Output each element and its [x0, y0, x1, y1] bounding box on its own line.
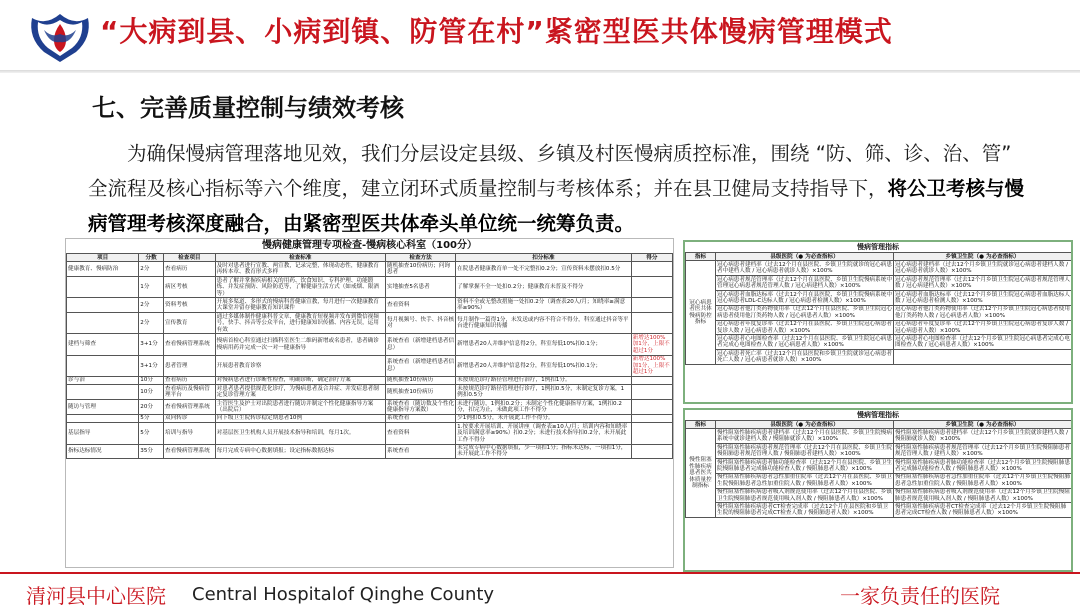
table-cell: 5分: [139, 414, 164, 422]
table-header-cell: 指标: [686, 421, 716, 429]
table-row: [686, 276, 1072, 291]
table-cell: 未按规范诊疗路径管理进行治疗，1例扣1分。: [456, 376, 632, 384]
table-cell: 慢性阻塞性肺疾病患者CT检查完成率（过去12个月在县医院和乡镇卫生院的慢阻肺患者完成CT检查人数 / 慢阻肺患者人数）×100%: [716, 503, 894, 518]
indicator-row-label: 慢性阻塞性肺疾病患者医共体质量控制指标: [686, 429, 716, 518]
hospital-logo-icon: [24, 8, 96, 64]
table-cell: 向下级卫生院转诊稳定期患者10例: [215, 414, 385, 422]
table-cell: 新增达100%加1分，上限不超过1分: [631, 355, 672, 376]
table-cell: 患者管理: [164, 355, 216, 376]
table-row: [686, 261, 1072, 276]
table-cell: 慢性阻塞性肺疾病患者规范管理率（过去12个月在县医院、乡镇卫生院慢阻肺患者规范管理人数 / 慢阻肺患者建档人数）×100%: [717, 444, 892, 458]
table-cell: 资料不全或无整改措施一处扣0.2分（调查表20人/月；知晓率≥满意率≥90%）: [456, 298, 632, 313]
table-cell: [631, 376, 672, 384]
table-cell: 了解掌握不全一处扣0.2分；健康教育未普及不得分: [456, 277, 632, 298]
indicator-table-copd: [683, 408, 1073, 572]
assessment-table: [66, 253, 673, 459]
table-cell: 患者了解并掌握疾病相关的用药、饮食知识、专科护理、功能锻炼、并发症预防、风险防范等，了解健康生活方式（如戒烟、限酒等）: [215, 277, 385, 298]
table-cell: [67, 385, 139, 400]
table-cell: 3+1分: [139, 334, 164, 355]
indicator-row-label: 冠心病患者医共体慢病防控指标: [686, 261, 716, 365]
paragraph-emphasis: 将公卫考核与慢病管理考核深度融合，由紧密型医共体牵头单位统一统筹负责。: [88, 177, 1025, 235]
table-cell: 未完成专病中心数据填报，少一项扣1分；指标未达标，一项扣1分，未开展此工作不得分: [456, 444, 632, 459]
table-cell: 系统查看: [385, 414, 455, 422]
table-cell: 慢性阻塞性肺疾病患者规范管理率（过去12个月乡镇卫生院慢阻肺患者规范管理人数 / 建档人数）×100%: [895, 444, 1070, 458]
table-cell: 对患者患者提供规范化诊疗，为慢病患者及合并症、并发症患者制定复诊管理方案: [215, 385, 385, 400]
table-row: [686, 503, 1072, 518]
table-cell: 3+1分: [139, 355, 164, 376]
table-cell: [631, 423, 672, 444]
table-cell: [67, 313, 139, 334]
footer-hospital-cn: 清河县中心医院: [26, 584, 166, 608]
table-cell: 每月制作一篇得1分，未发送或内容不符合不得分，科室通过抖音等平台进行健康知识传播: [456, 313, 632, 334]
table-cell: 对慢病患者进行诊断性检查，明确诊断，确定治疗方案: [215, 376, 385, 384]
table-cell: 1.按要求开展培训、开展讲座（调查表≥10人/月；培训内容和知晓率及培训满意率≥90%）扣0.2分；未进行技术指导扣0.2分，未开展此工作不得分: [456, 423, 632, 444]
table-cell: 建档与筛查: [67, 334, 139, 355]
table-cell: 慢性阻塞性肺疾病患者建档率（过去12个月在县医院、乡镇卫生院慢病系统中就诊建档人数 / 慢阻肺就诊人数）×100%: [717, 429, 892, 443]
table-cell: 10分: [139, 385, 164, 400]
table-cell: 少1例扣0.5分，未开展此工作不得分。: [456, 414, 632, 422]
table-row: [67, 313, 673, 334]
table-cell: [631, 385, 672, 400]
table-cell: 主管医生及护士对出院患者进行随访并制定个性化健康指导方案（出院后）: [215, 400, 385, 415]
table-cell: 系统查看（新增建档患者信息）: [385, 334, 455, 355]
table-cell: 冠心病患者年度复诊率（过去12个月乡镇卫生院冠心病患者复诊人数 / 冠心病患者人数）×100%: [894, 320, 1072, 335]
slide-title: “大病到县、小病到镇、防管在村”紧密型医共体慢病管理模式: [100, 15, 893, 48]
table-cell: 每月视频号、快手、抖音核对: [385, 313, 455, 334]
table-cell: 冠心病患者规范管理率（过去12个月乡镇卫生院冠心病患者规范管理人数 / 冠心病建档人数）×100%: [895, 276, 1070, 290]
assessment-table-image: [65, 238, 674, 568]
footer-slogan: 一家负责任的医院: [840, 584, 1000, 608]
table-cell: 慢性阻塞性肺疾病患者急性加重住院率（过去12个月在县医院、乡镇卫生院慢阻肺患者急性加重住院人数 / 慢阻肺患者人数）×100%: [717, 474, 892, 487]
table-cell: 冠心病患者血脂达标率（过去12个月在县医院、乡镇卫生院慢病系统中冠心病患者LDL-C达标人数 / 冠心病患者检测人数）×100%: [717, 291, 892, 304]
body-paragraph: [88, 136, 1033, 241]
table-cell: [894, 350, 1072, 365]
table-row: [67, 334, 673, 355]
table-header-cell: 项目: [67, 254, 139, 262]
table-cell: 冠心病患者死亡率（过去12个月在县医院和乡镇卫生院就诊冠心病患者死亡人数 / 冠心病患者就诊人数）×100%: [717, 350, 892, 364]
table-cell: 系统查看（随访数及个性化健康指导方案数）: [386, 400, 455, 414]
paragraph-text: 为确保慢病管理落地见效，我们分层设定县级、乡镇及村医慢病质控标准，围绕 “防、筛、诊、治、管” 全流程及核心指标等六个维度，建立闭环式质量控制与考核体系；并在县卫健局支持指导下，: [88, 142, 1012, 200]
table-cell: 冠心病患者他汀类药物使用率（过去12个月在县医院、乡镇卫生院冠心病患者使用他汀类药物人数 / 冠心病患者人数）×100%: [717, 306, 892, 319]
table-cell: 冠心病患者心电图检查率（过去12个月乡镇卫生院冠心病患者完成心电图检查人数 / 冠心病患者人数）×100%: [895, 335, 1070, 349]
table-cell: 冠心病患者规范管理率（过去12个月在县医院、乡镇卫生院慢病系统中管理冠心病患者规范管理人数 / 冠心病建档人数）×100%: [717, 276, 892, 290]
table-cell: 新增达100%加1分，上限不超过1分: [631, 334, 672, 355]
table-cell: 基层指导: [67, 423, 139, 444]
table-cell: 查看慢病管理系统: [164, 334, 216, 355]
table-cell: 查看病历: [164, 376, 216, 384]
table-cell: 实地抽查5名患者: [385, 277, 455, 298]
table-cell: 未进行随访，1例扣0.2分；未制定个性化健康指导方案，1例扣0.2分，扣完为止，未做此项工作不得分: [456, 400, 632, 415]
table-row: [686, 429, 1072, 444]
table-row: [686, 444, 1072, 459]
indicator-table-coronary: [683, 240, 1073, 404]
table-cell: 查看病历及慢病管理平台: [164, 385, 216, 400]
table-cell: 未按规范诊疗路径管理进行诊疗，1例扣0.5分，未制定复诊方案，1例扣0.5分: [456, 385, 632, 400]
table-row: [686, 320, 1072, 335]
table-cell: 查看慢病管理系统: [164, 400, 216, 415]
table-header-cell: 分数: [139, 254, 164, 262]
table-cell: 随机抽查10份病历；问询患者: [385, 262, 455, 277]
indicator-table-1-title: 慢病管理指标: [857, 243, 899, 251]
table-cell: 慢性阻塞性肺疾病患者建档率（过去12个月乡镇卫生院就诊建档人数 / 慢阻肺就诊人数）×100%: [894, 429, 1072, 444]
table-cell: 20分: [139, 400, 164, 415]
footer-divider: [0, 572, 1080, 574]
table-row: [67, 400, 673, 415]
table-cell: 资料考核: [164, 298, 216, 313]
table-cell: 通过多媒体制作健康科普文章、健康教育短视频并发布到微信视频号，快手、抖音等公众平台，进行健康知识传播、内容无误，运用有效: [215, 313, 385, 334]
table-cell: 每月完成专病中心数据填报；设定指标数据达标: [215, 444, 385, 459]
table-cell: [67, 277, 139, 298]
table-cell: 慢性阻塞性肺疾病患者吸入剂规范使用率（过去12个月在县医院、乡镇卫生院慢阻肺患者规范使用吸入剂人数 / 慢阻肺患者人数）×100%: [717, 489, 892, 502]
table-cell: 系统查看（新增建档患者信息）: [385, 355, 455, 376]
table-cell: 慢性阻塞性肺疾病患者肺功能检查率（过去12个月乡镇卫生院慢阻肺患者完成肺功能检查人数 / 慢阻肺患者人数）×100%: [895, 459, 1070, 472]
table-cell: [631, 262, 672, 277]
table-header-cell: 乡镇卫生院（● 为必查指标）: [894, 421, 1072, 429]
table-cell: [631, 400, 672, 415]
table-row: [67, 277, 673, 298]
table-cell: 指标达标情况: [67, 444, 139, 459]
table-row: [686, 488, 1072, 503]
table-row: [67, 385, 673, 400]
table-cell: 查看病历: [164, 262, 216, 277]
table-cell: 病区考核: [164, 277, 216, 298]
table-row: [686, 350, 1072, 365]
table-header-cell: 得分: [631, 254, 672, 262]
table-cell: 培训与指导: [164, 423, 216, 444]
table-row: [686, 305, 1072, 320]
table-row: [686, 335, 1072, 350]
table-row: [686, 473, 1072, 488]
indicator-table-1: [685, 252, 1072, 365]
table-cell: 随机抽查10份病历: [385, 385, 455, 400]
table-cell: [67, 298, 139, 313]
table-cell: 35分: [139, 444, 164, 459]
indicator-table-2-title: 慢病管理指标: [857, 411, 899, 419]
table-cell: 随访与管理: [67, 400, 139, 415]
slide-header: [0, 0, 1080, 72]
table-cell: 开展患者教育诊察: [215, 355, 385, 376]
table-cell: 冠心病患者心电图检查率（过去12个月在县医院、乡镇卫生院冠心病患者完成心电图检查人数 / 冠心病患者人数）×100%: [717, 335, 892, 349]
table-cell: 冠心病患者建档率（过去12个月乡镇卫生院就诊冠心病患者建档人数 / 冠心病患者就诊人数）×100%: [894, 261, 1072, 276]
table-row: [67, 423, 673, 444]
table-row: [686, 291, 1072, 306]
header-divider: [0, 70, 1080, 73]
table-header-cell: 检查方法: [385, 254, 455, 262]
table-cell: 慢性阻塞性肺疾病患者肺功能检查率（过去12个月在县医院、乡镇卫生院慢阻肺患者完成肺功能检查人数 / 慢阻肺患者人数）×100%: [717, 459, 892, 472]
table-cell: 宣传教育: [164, 313, 216, 334]
footer-hospital-en: Central Hospitalof Qinghe County: [192, 584, 495, 605]
table-cell: 2分: [139, 262, 164, 277]
table-cell: [67, 355, 139, 376]
table-cell: 冠心病患者建档率（过去12个月在县医院、乡镇卫生院就诊的冠心病患者中建档人数 / 冠心病患者就诊人数）×100%: [717, 261, 892, 275]
table-cell: 随机抽查10份病历: [385, 376, 455, 384]
table-cell: [631, 444, 672, 459]
table-cell: 系统查看: [385, 444, 455, 459]
table-cell: [631, 414, 672, 422]
table-header-cell: 检查项目: [164, 254, 216, 262]
table-cell: [67, 414, 139, 422]
table-header-cell: 县级医院（● 为必查指标）: [716, 421, 894, 429]
table-cell: 冠心病患者他汀类药物使用率（过去12个月乡镇卫生院冠心病患者使用他汀类药物人数 / 冠心病患者人数）×100%: [895, 306, 1070, 319]
table-cell: 5分: [139, 423, 164, 444]
table-cell: [631, 298, 672, 313]
table-cell: [631, 313, 672, 334]
table-cell: 及时对患者进行宣教、两宣教，记录完整，体现动态性，健康教育再转本章、教育形式多样: [215, 262, 385, 277]
table-header-cell: 扣分标准: [456, 254, 632, 262]
table-row: [67, 262, 673, 277]
table-cell: 开展多渠道、多形式的慢病科普健康宣教，每月进行一次健康教育大课堂并留存健康教育知识课件: [215, 298, 385, 313]
table-row: [686, 459, 1072, 474]
table-cell: 新增患者20人并维护信息得2分，科室每低10%扣0.1分；: [456, 355, 632, 376]
table-cell: 慢病首检心科室通过扫描科室医生二维码新增或名患者，患者确诊慢病用药并完成一次一对一健康指导: [215, 334, 385, 355]
table-row: [67, 414, 673, 422]
table-header-cell: 指标: [686, 253, 716, 261]
table-cell: 慢性阻塞性肺疾病患者吸入剂规范使用率（过去12个月乡镇卫生院慢阻肺患者规范使用吸入剂人数 / 慢阻肺患者人数）×100%: [895, 489, 1070, 502]
table-cell: 健康教育、慢病防治: [67, 262, 139, 277]
table-cell: 2分: [139, 298, 164, 313]
table-cell: 新增患者20人并维护信息得2分，科室每低10%扣0.1分；: [456, 334, 632, 355]
table-cell: 在院患者健康教育单一处不完整扣0.2分；宣传资料未摆放扣0.5分: [456, 262, 632, 277]
indicator-table-2: [685, 420, 1072, 518]
table-row: [67, 355, 673, 376]
table-cell: 双向转诊: [164, 414, 216, 422]
table-cell: [631, 277, 672, 298]
table-cell: 冠心病患者血脂达标率（过去12个月乡镇卫生院冠心病患者血脂达标人数 / 冠心病患者检测人数）×100%: [895, 291, 1070, 304]
table-row: [67, 376, 673, 384]
table-cell: 冠心病患者年度复诊率（过去12个月在县医院、乡镇卫生院冠心病患者复诊人数 / 冠心病患者人数）×100%: [717, 321, 892, 334]
table-header-cell: 县级医院（● 为必查指标）: [716, 253, 894, 261]
table-cell: 查看慢病管理系统: [164, 444, 216, 459]
table-cell: 2分: [139, 313, 164, 334]
table-cell: 慢性阻塞性肺疾病患者CT检查完成率（过去12个月乡镇卫生院慢阻肺患者完成CT检查人数 / 慢阻肺患者人数）×100%: [894, 503, 1072, 518]
table-header-cell: 乡镇卫生院（● 为必查指标）: [894, 253, 1072, 261]
table-row: [67, 298, 673, 313]
table-cell: 对基层医卫生机构人员开展技术指导和培训，每月1次。: [215, 423, 385, 444]
table-cell: 1分: [139, 277, 164, 298]
table-cell: 慢性阻塞性肺疾病患者急性加重住院率（过去12个月乡镇卫生院慢阻肺患者急性加重住院人数 / 慢阻肺患者人数）×100%: [895, 474, 1070, 487]
table-cell: 诊与治: [67, 376, 139, 384]
table-header-cell: 检查标准: [215, 254, 385, 262]
table-row: [67, 444, 673, 459]
table-cell: 10分: [139, 376, 164, 384]
assessment-table-title: 慢病健康管理专项检查-慢病核心科室（100分）: [261, 240, 478, 251]
table-cell: 查看资料: [385, 423, 455, 444]
table-cell: 查看资料: [385, 298, 455, 313]
section-heading: 七、完善质量控制与绩效考核: [92, 94, 404, 122]
